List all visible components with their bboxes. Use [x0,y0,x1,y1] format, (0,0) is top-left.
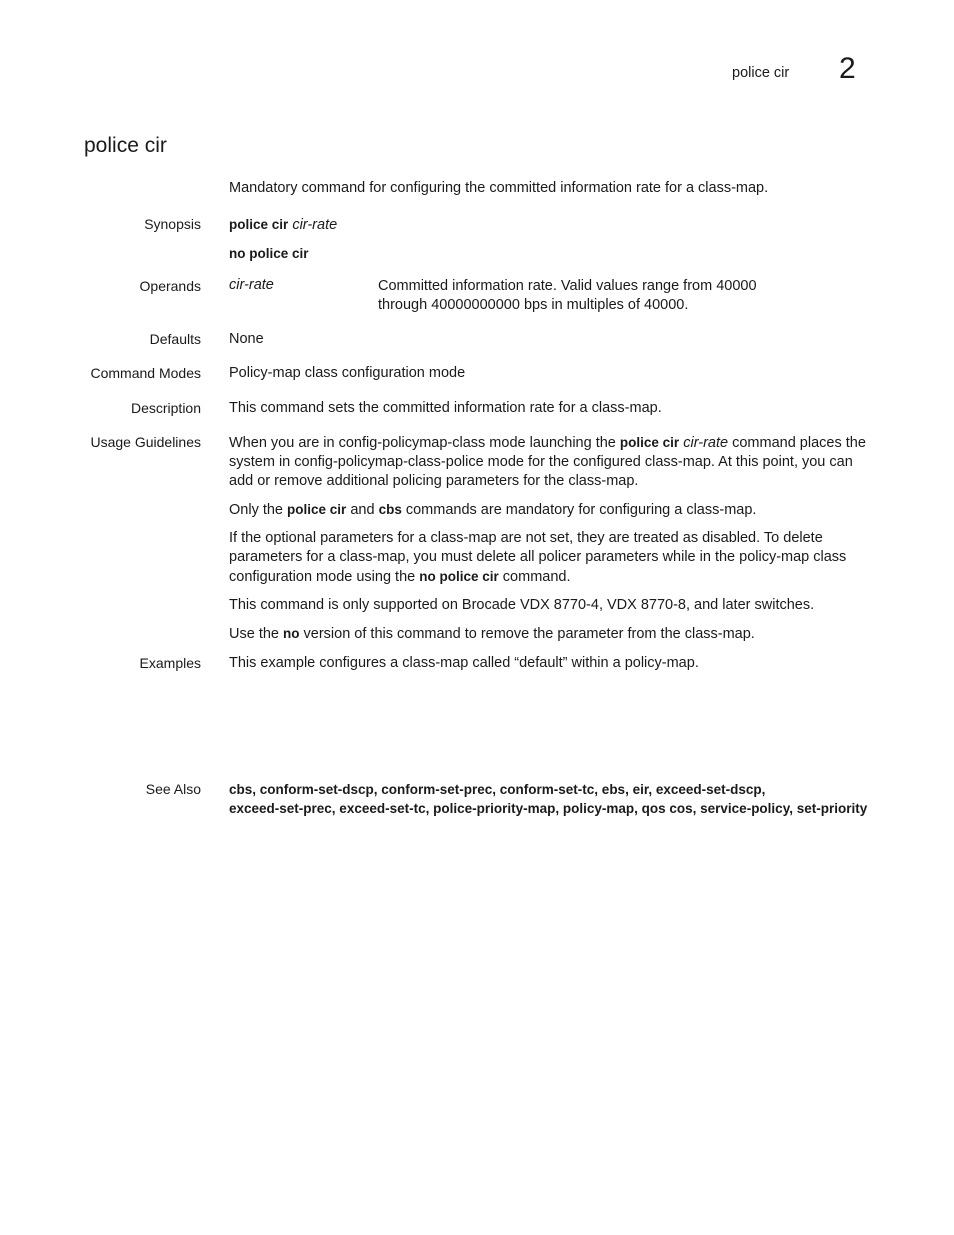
label-see-also: See Also [145,781,201,797]
usage-paragraph: If the optional parameters for a class-map are not set, they are treated as disabled. To delete parameters for a class-map, you must delete all policer parameters while in the policy-map class configuration mode using the no police cir command. [229,530,847,585]
command-modes-value: Policy-map class configuration mode [229,365,466,381]
usage-paragraph: Use the no version of this command to remove the parameter from the class-map. [229,626,755,642]
synopsis-no-command: no police cir [229,246,309,261]
intro-text: Mandatory command for configuring the committed information rate for a class-map. [229,180,769,196]
label-examples: Examples [139,655,201,671]
usage-paragraph: When you are in config-policymap-class mode launching the police cir cir-rate command places the system in config-policymap-class-police mode for the configured class-map. At this point, you can add or remove additional policing parameters for the class-map. [229,435,866,489]
label-defaults: Defaults [149,331,201,347]
operand-name: cir-rate [229,277,274,293]
examples-value: This example configures a class-map called “default” within a policy-map. [229,655,699,671]
synopsis-block [229,215,879,264]
page-title: police cir [84,134,167,157]
running-header-title: police cir [732,65,790,81]
synopsis-argument: cir-rate [292,217,338,233]
label-usage-guidelines: Usage Guidelines [90,434,201,450]
see-also-block [229,780,879,818]
chapter-number: 2 [839,52,856,85]
label-synopsis: Synopsis [144,216,201,232]
see-also-line: exceed-set-prec, exceed-set-tc, police-priority-map, policy-map, qos cos, service-policy, set-priority [229,801,868,816]
usage-guidelines-block [229,433,879,644]
usage-paragraph: This command is only supported on Brocade VDX 8770-4, VDX 8770-8, and later switches. [229,597,815,613]
usage-paragraph: Only the police cir and cbs commands are mandatory for configuring a class-map. [229,502,757,518]
see-also-line: cbs, conform-set-dscp, conform-set-prec, conform-set-tc, ebs, eir, exceed-set-dscp, [229,782,766,797]
label-description: Description [130,400,201,416]
defaults-value: None [229,331,264,347]
label-operands: Operands [139,278,201,294]
description-value: This command sets the committed information rate for a class-map. [229,400,662,416]
label-command-modes: Command Modes [90,365,201,381]
operand-description: Committed information rate. Valid values range from 40000 through 40000000000 bps in multiples of 40000. [378,278,757,313]
synopsis-command: police cir [229,217,289,232]
